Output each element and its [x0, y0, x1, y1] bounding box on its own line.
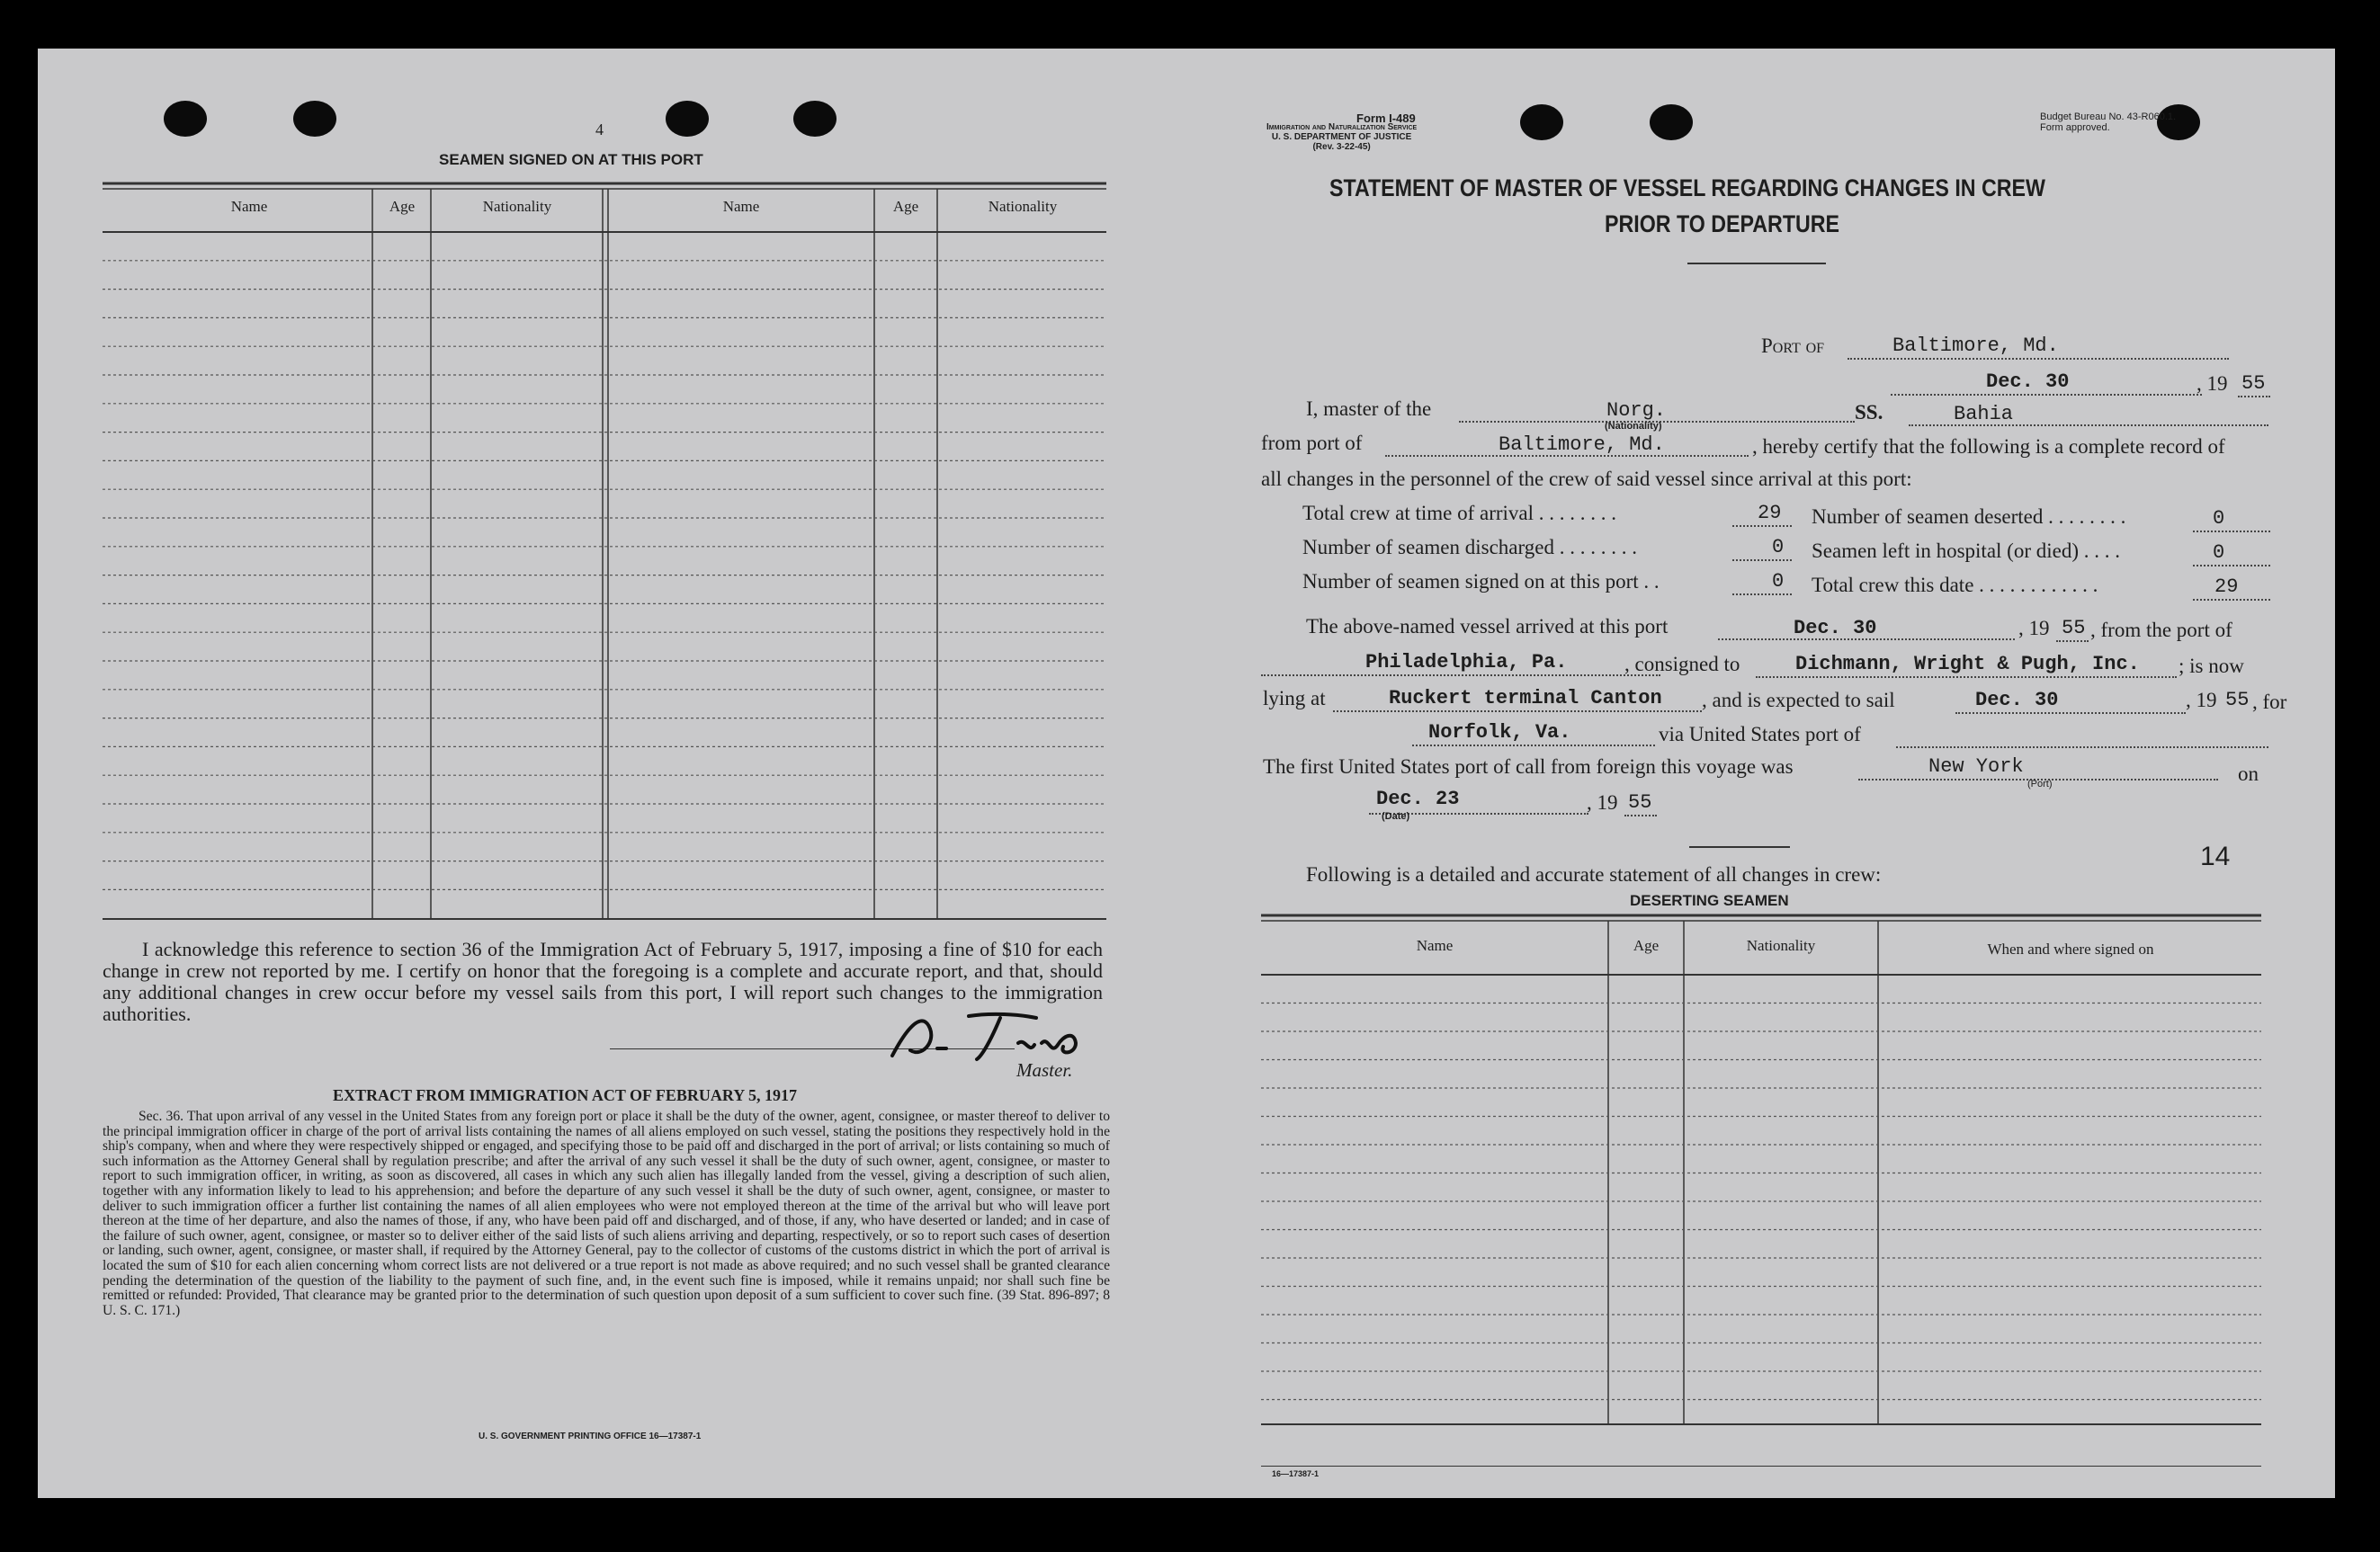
col-header-age: Age	[389, 198, 416, 215]
stat-label-hospital: Seamen left in hospital (or died) . . . .	[1812, 540, 2121, 562]
changes-line: Following is a detailed and accurate statement of all changes in crew:	[1306, 863, 1882, 886]
year-value: 55	[2241, 372, 2266, 395]
page-mark: 14	[2200, 842, 2231, 871]
destination: Norfolk, Va.	[1428, 721, 1571, 744]
arrived-label: The above-named vessel arrived at this port	[1306, 615, 1669, 638]
is-now-label: ; is now	[2179, 655, 2244, 677]
nationality-value: Norg.	[1606, 399, 1667, 422]
via-label: via United States port of	[1659, 723, 1861, 745]
footer-rule	[1261, 1466, 2261, 1467]
first-port-label: The first United States port of call from foreign this voyage was	[1263, 755, 1794, 778]
lying-at-label: lying at	[1263, 687, 1326, 709]
agency-line: Immigration and Naturalization Service	[1266, 122, 1418, 132]
ss-label: SS.	[1855, 401, 1883, 424]
seamen-signed-on-title: SEAMEN SIGNED ON AT THIS PORT	[439, 151, 703, 168]
desert-col-age: Age	[1633, 937, 1660, 954]
sail-year-prefix: , 19	[2186, 689, 2217, 711]
desert-col-name: Name	[1416, 937, 1454, 954]
printer-line: U. S. GOVERNMENT PRINTING OFFICE 16—17387-1	[479, 1432, 702, 1441]
sail-date: Dec. 30	[1975, 689, 2059, 711]
arrived-date: Dec. 30	[1794, 617, 1877, 639]
consigned-label: , consigned to	[1624, 653, 1740, 675]
form-title-line1: STATEMENT OF MASTER OF VESSEL REGARDING CHANGES IN CREW	[1329, 174, 2045, 201]
stat-label-arrival: Total crew at time of arrival . . . . . . . .	[1302, 502, 1617, 524]
document-sheet	[38, 49, 2335, 1498]
date-caption: (Date)	[1382, 811, 1410, 822]
footer-code: 16—17387-1	[1272, 1469, 1320, 1478]
port-value: Baltimore, Md.	[1892, 334, 2059, 357]
stat-label-total: Total crew this date . . . . . . . . . . . .	[1812, 574, 2098, 596]
stat-label-deserted: Number of seamen deserted . . . . . . . .	[1812, 505, 2126, 528]
stat-value-signed-on: 0	[1772, 570, 1785, 593]
master-label: Master.	[1016, 1059, 1073, 1081]
expected-label: , and is expected to sail	[1702, 689, 1895, 711]
arrived-year-prefix: , 19	[2018, 617, 2050, 639]
deserting-table-grid	[38, 49, 2335, 1498]
form-title-line2: PRIOR TO DEPARTURE	[1605, 210, 1840, 237]
stat-value-deserted: 0	[2213, 507, 2225, 530]
desert-col-nationality: Nationality	[1746, 937, 1816, 954]
on-label: on	[2238, 763, 2259, 785]
arrived-year: 55	[2062, 617, 2086, 639]
nationality-caption: (Nationality)	[1605, 421, 1662, 432]
extract-text: Sec. 36. That upon arrival of any vessel in the United States from any foreign port or place it shall be the duty of the owner, agent, consignee, or master thereof to deliver to the principal immigration officer in charge of the port of arrival lists containing the names of all aliens employed on such vessel, stating the positions they respectively hold in the ship's company, when and where they were respectively shipped or engaged, and specifying those to be paid off and discharged in the port of arrival; or lists containing so much of such information as the Attorney General shall by regulation prescribe; and after the arrival of any such vessel it shall be the duty of such owner, agent, consignee, or master to report to such immigration officer, in writing, as soon as discovered, all cases in which any such alien has illegally landed from the vessel, giving a description of such alien, together with any information likely to lead to his apprehension; and before the departure of any such vessel it shall be the duty of such owner, agent, consignee, or master to deliver to such immigration officer a further list containing the names of all alien employees who were not employed thereon at the time of the arrival but who will leave port thereon at the time of her departure, and also the names of those, if any, who have been paid off and discharged, and of those, if any, who have deserted or landed; and in case of the failure of such owner, agent, consignee, or master so to deliver either of the said lists of such aliens arriving and departing, respectively, or so to report such cases of desertion or landing, such owner, agent, consignee, or master shall, if required by the Attorney General, pay to the collector of customs of the customs district in which the port of arrival is located the sum of $10 for each alien concerning whom correct lists are not delivered or a true report is not made as above required; and no such vessel shall be granted clearance pending the determination of the question of the liability to the payment of such fine, and, in the event such fine is imposed, while it remains unpaid; nor shall such fine be remitted or refunded: Provided, That clearance may be granted prior to the determination of such question upon deposit of a sum sufficient to cover such fine. (39 Stat. 896-897; 8 U. S. C. 171.)	[103, 1109, 1110, 1318]
origin-port: Philadelphia, Pa.	[1365, 651, 1568, 673]
acknowledgment-paragraph: I acknowledge this reference to section 36 of the Immigration Act of February 5, 1917, imposing a fine of $10 for each change in crew not reported by me. I certify on honor that the foregoing is a complete and accurate report, and that, should any additional changes in crew occur before my vessel sails from this port, I will report such changes to the immigration authorities.	[103, 938, 1103, 1025]
col-header-name: Name	[230, 198, 268, 215]
desert-col-when-where: When and where signed on	[1987, 941, 2154, 958]
vessel-value: Bahia	[1954, 403, 2014, 425]
stat-value-hospital: 0	[2213, 541, 2225, 564]
page-number: 4	[595, 120, 604, 138]
certify-tail: , hereby certify that the following is a complete record of	[1752, 435, 2225, 458]
col-header-name: Name	[722, 198, 760, 215]
first-port-value: New York	[1928, 755, 2024, 778]
stat-label-signed-on: Number of seamen signed on at this port . .	[1302, 570, 1660, 593]
stat-value-discharged: 0	[1772, 536, 1785, 558]
certify-line2: all changes in the personnel of the crew of said vessel since arrival at this port:	[1261, 468, 1912, 490]
port-label: Port of	[1761, 334, 1825, 357]
col-header-age: Age	[892, 198, 919, 215]
from-port-value: Baltimore, Md.	[1499, 433, 1665, 456]
agency-line: (Rev. 3-22-45)	[1312, 142, 1371, 152]
location: Ruckert terminal Canton	[1389, 687, 1662, 709]
from-port-label: from port of	[1261, 432, 1363, 454]
first-port-date: Dec. 23	[1376, 788, 1460, 810]
budget-line: Budget Bureau No. 43-R060.1.	[2040, 111, 2177, 122]
first-port-year: 55	[1628, 791, 1652, 814]
form-number: Form I-489	[1356, 111, 1416, 125]
stat-label-discharged: Number of seamen discharged . . . . . . . .	[1302, 536, 1637, 558]
budget-line: Form approved.	[2040, 122, 2110, 133]
for-label: , for	[2252, 691, 2287, 713]
stat-value-arrival: 29	[1758, 502, 1782, 524]
from-port-of-tail: , from the port of	[2090, 619, 2232, 641]
first-port-year-prefix: , 19	[1587, 791, 1618, 814]
stat-value-total: 29	[2214, 575, 2239, 598]
master-of-label: I, master of the	[1306, 397, 1432, 420]
col-header-nationality: Nationality	[482, 198, 552, 215]
col-header-nationality: Nationality	[988, 198, 1058, 215]
consignee: Dichmann, Wright & Pugh, Inc.	[1795, 653, 2140, 675]
deserting-seamen-title: DESERTING SEAMEN	[1630, 892, 1789, 909]
port-caption: (Port)	[2027, 779, 2053, 789]
date-value: Dec. 30	[1986, 370, 2070, 393]
year-prefix: , 19	[2197, 372, 2228, 395]
agency-line: U. S. DEPARTMENT OF JUSTICE	[1271, 132, 1412, 142]
sail-year: 55	[2225, 689, 2250, 711]
extract-title: EXTRACT FROM IMMIGRATION ACT OF FEBRUARY 5, 1917	[333, 1086, 798, 1104]
